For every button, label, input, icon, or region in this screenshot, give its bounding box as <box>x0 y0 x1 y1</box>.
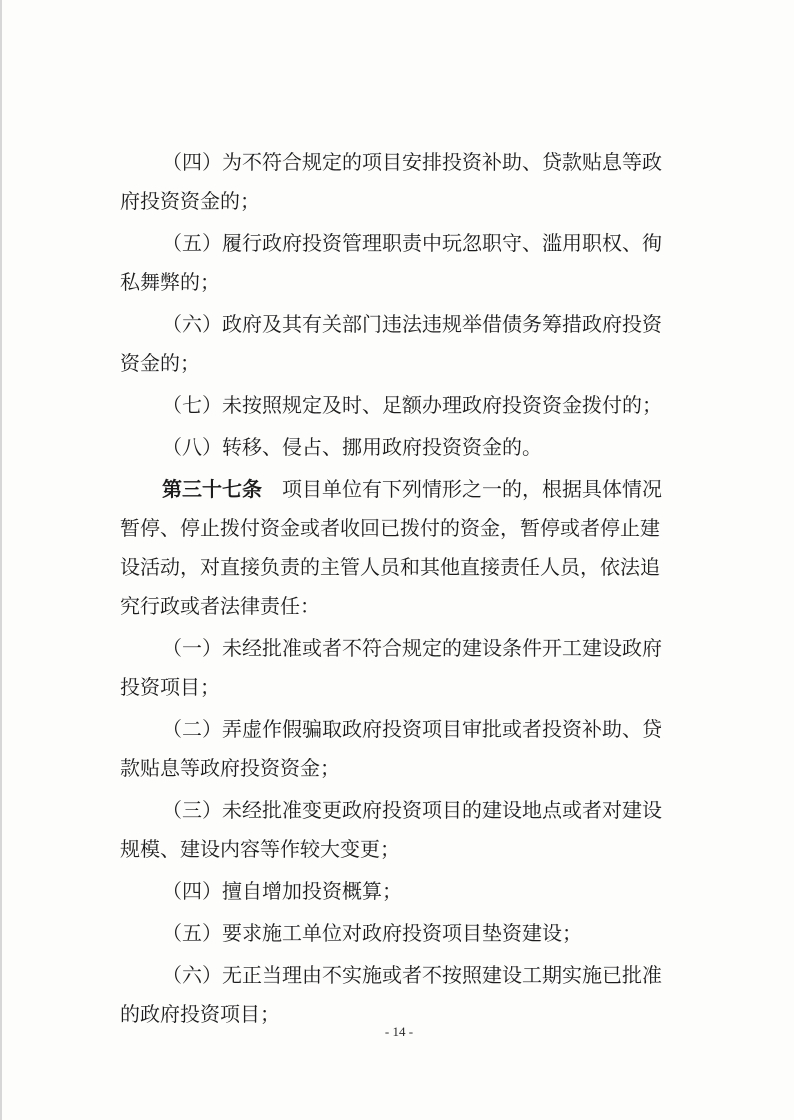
paragraph-line: 投资项目； <box>120 675 220 699</box>
paragraph-line: 设活动，对直接负责的主管人员和其他直接责任人员，依法追 <box>120 555 660 579</box>
page-number: - 14 - <box>384 1024 414 1039</box>
paragraph-item-4-budget-increase <box>120 872 690 911</box>
paragraph-item-6-illegal-debt <box>120 305 690 383</box>
paragraph-line: （四）擅自增加投资概算； <box>162 879 402 903</box>
paragraph-item-8-misappropriation <box>120 428 690 467</box>
paragraph-line <box>120 470 690 509</box>
paragraph-line: （七）未按照规定及时、足额办理政府投资资金拨付的； <box>162 393 662 417</box>
paragraph-item-1-unapproved-start <box>120 629 690 707</box>
paragraph-line: （四）为不符合规定的项目安排投资补助、贷款贴息等政 <box>162 150 662 174</box>
paragraph-line: （一）未经批准或者不符合规定的建设条件开工建设政府 <box>162 636 662 660</box>
paragraph-line: 私舞弊的； <box>120 270 220 294</box>
paragraph-line: （八）转移、侵占、挪用政府投资资金的。 <box>162 435 542 459</box>
paragraph-item-6-not-implemented <box>120 956 690 1034</box>
article-37 <box>120 470 690 626</box>
paragraph-line: 款贴息等政府投资资金； <box>120 756 340 780</box>
paragraph-line: 暂停、停止拨付资金或者收回已拨付的资金，暂停或者停止建 <box>120 516 660 540</box>
paragraph-item-7-late-payment <box>120 386 690 425</box>
paragraph-item-5-contractor-advance <box>120 914 690 953</box>
paragraph-line: （六）无正当理由不实施或者不按照建设工期实施已批准 <box>162 963 662 987</box>
article-heading: 第三十七条 <box>162 477 262 501</box>
paragraph-line: （六）政府及其有关部门违法违规举借债务筹措政府投资 <box>162 312 662 336</box>
document-body <box>120 143 690 1037</box>
paragraph-line: 资金的； <box>120 351 200 375</box>
article-lead-text: 项目单位有下列情形之一的，根据具体情况 <box>282 477 662 501</box>
paragraph-item-2-fraud <box>120 710 690 788</box>
paragraph-item-4-improper-subsidy <box>120 143 690 221</box>
paragraph-line: 究行政或者法律责任： <box>120 594 320 618</box>
paragraph-line: 府投资资金的； <box>120 189 260 213</box>
paragraph-line: 的政府投资项目； <box>120 1002 280 1026</box>
paragraph-line: （二）弄虚作假骗取政府投资项目审批或者投资补助、贷 <box>162 717 662 741</box>
paragraph-item-3-unapproved-change <box>120 791 690 869</box>
paragraph-line: （三）未经批准变更政府投资项目的建设地点或者对建设 <box>162 798 662 822</box>
paragraph-line: （五）要求施工单位对政府投资项目垫资建设； <box>162 921 582 945</box>
paragraph-line: （五）履行政府投资管理职责中玩忽职守、滥用职权、徇 <box>162 231 662 255</box>
paragraph-item-5-dereliction <box>120 224 690 302</box>
paragraph-line: 规模、建设内容等作较大变更； <box>120 837 400 861</box>
